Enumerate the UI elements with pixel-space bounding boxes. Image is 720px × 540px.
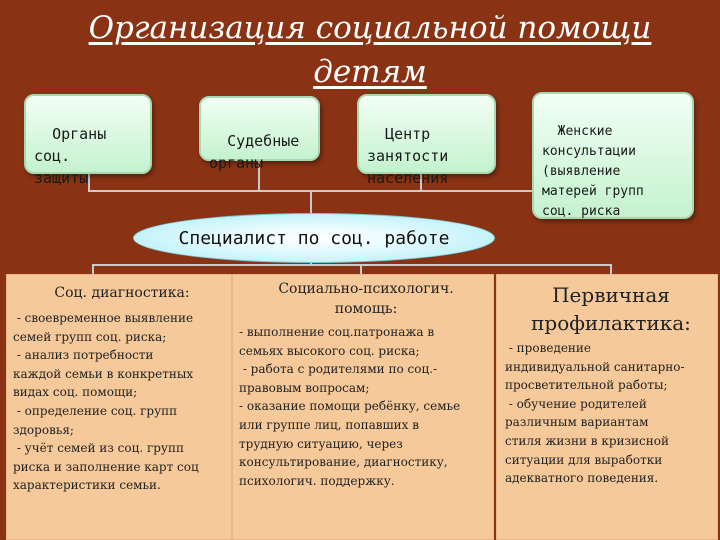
title-line-2: детям: [313, 54, 427, 90]
panel-primary-prevention-body: - проведение индивидуальной санитарно- просветительной работы; - обучение родителей различным вариантам стиля жизни в кризисной ситуации для выработки адекватного поведения.: [505, 341, 685, 486]
box-judicial-label: Судебные органы: [209, 132, 300, 172]
panel-social-diagnostics-body: - своевременное выявление семей групп соц. риска; - анализ потребности каждой семьи в конкретных видах соц. помощи; - определение соц. групп здоровья; - учёт семей из соц. групп риска и заполнение карт соц характеристики семьи.: [13, 311, 199, 493]
box-womens-consultations: [532, 92, 694, 219]
social-worker-specialist: [133, 213, 495, 263]
specialist-label: Специалист по соц. работе: [178, 227, 450, 249]
connector-bottom-horizontal: [92, 264, 612, 266]
panel-social-psychological-body: - выполнение соц.патронажа в семьях высокого соц. риска; - работа с родителями по соц.- правовым вопросам; - оказание помощи ребёнку, семье или группе лиц, попавших в трудную ситуацию, через консультирование, диагностику, психологич. поддержку.: [239, 325, 461, 488]
box-social-protection-label: Органы соц. защиты: [34, 125, 107, 187]
connector-box1: [88, 172, 90, 191]
page-title: [40, 6, 700, 94]
title-line-1: Организация социальной помощи: [88, 10, 652, 46]
panel-social-diagnostics-title: Соц. диагностика:: [54, 285, 190, 301]
box-judicial-bodies: [199, 96, 320, 172]
connector-to-ellipse: [310, 190, 312, 214]
box-employment-center: [357, 94, 496, 187]
panel-social-psychological-title: Социально-психологич. помощь:: [278, 281, 454, 317]
box-social-protection-agencies: [24, 94, 152, 187]
panel-social-diagnostics: [6, 274, 232, 540]
box-employment-label: Центр занятости населения: [367, 125, 449, 187]
panel-primary-prevention-title: Первичная профилактика:: [531, 283, 691, 335]
panel-primary-prevention: [496, 274, 718, 540]
panel-social-psychological-help: [232, 274, 494, 540]
box-womens-consultations-label: Женские консультации (выявление матерей групп соц. риска: [542, 124, 644, 219]
